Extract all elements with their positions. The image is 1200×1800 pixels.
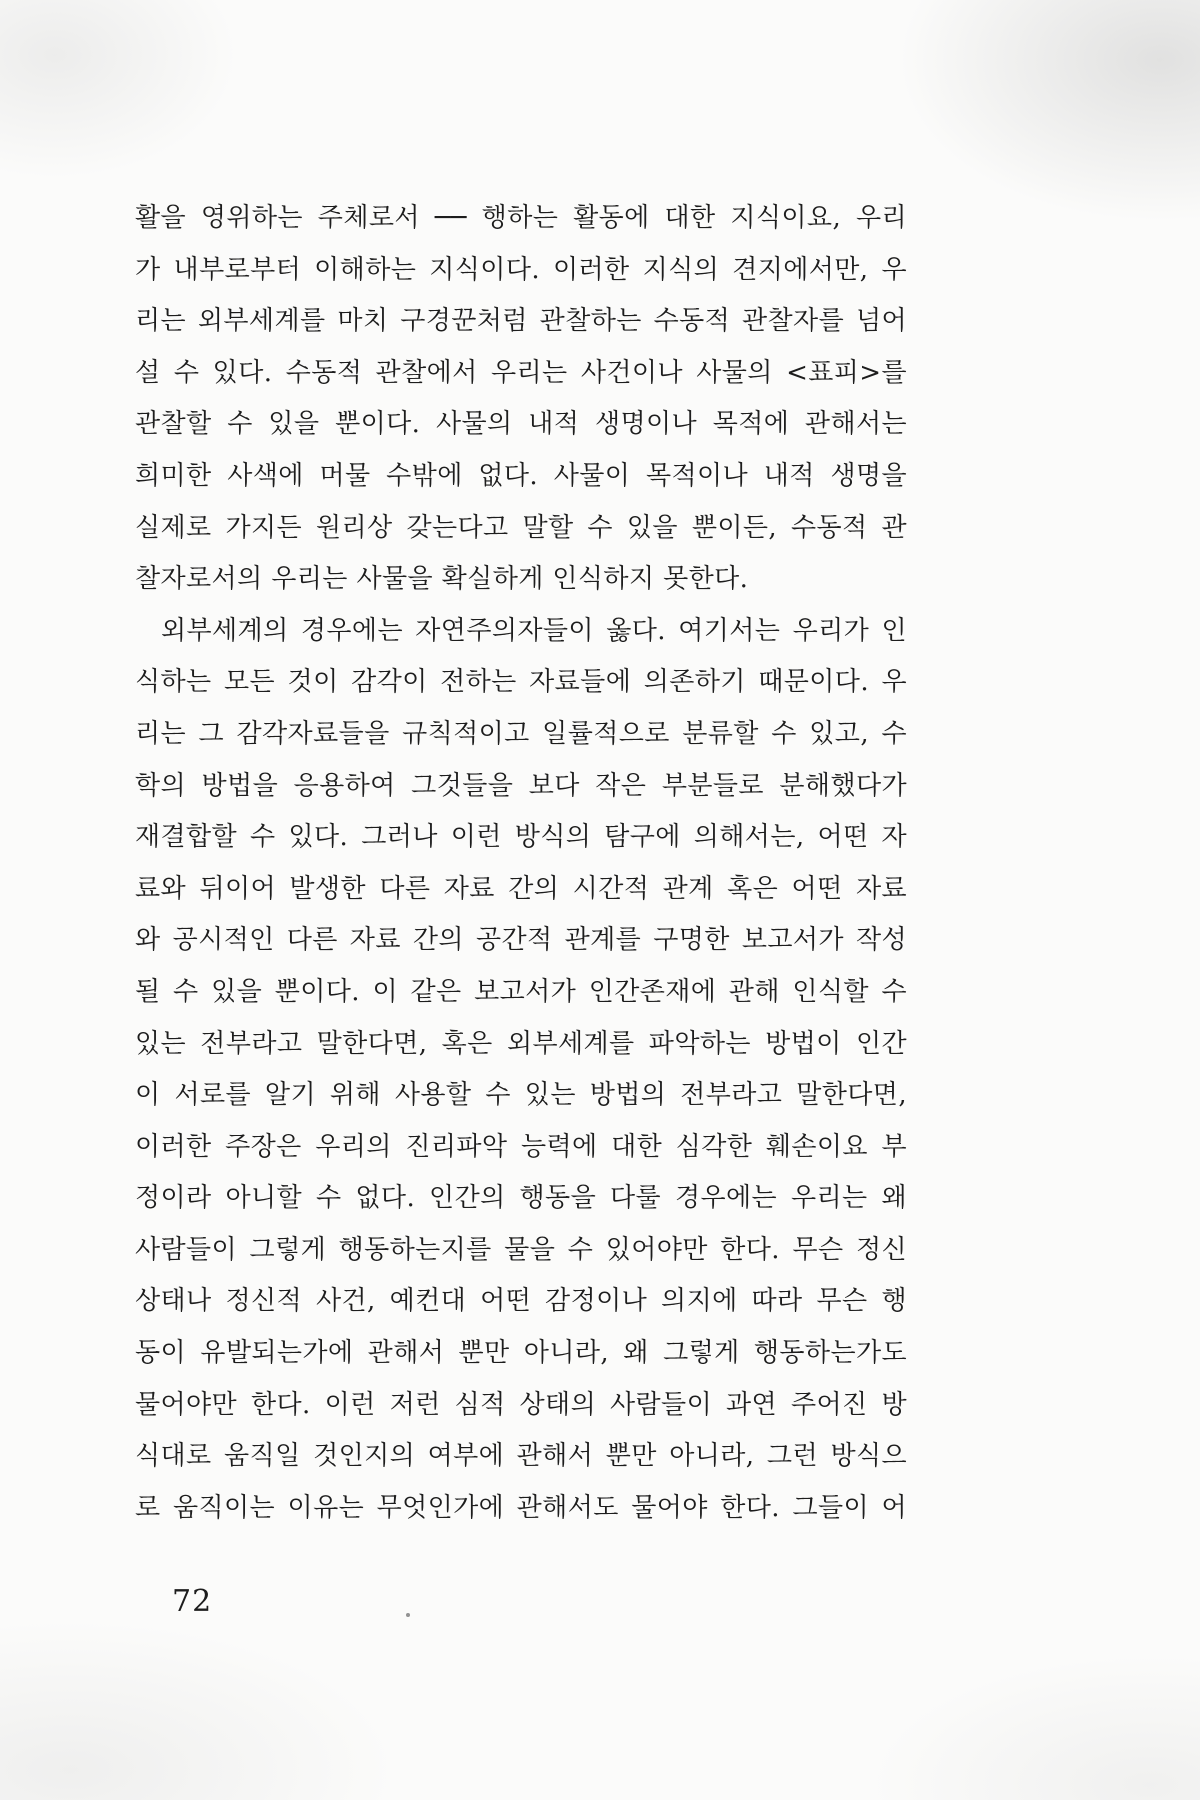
text-line: 외부세계의 경우에는 자연주의자들이 옳다. 여기서는 우리가 인: [161, 615, 907, 646]
text-line: 찰자로서의 우리는 사물을 확실하게 인식하지 못한다.: [135, 564, 749, 595]
text-line: 료와 뒤이어 발생한 다른 자료 간의 시간적 관계 혹은 어떤 자료: [135, 873, 907, 904]
text-line: 리는 외부세계를 마치 구경꾼처럼 관찰하는 수동적 관찰자를 넘어: [135, 306, 907, 337]
text-line: 실제로 가지든 원리상 갖는다고 말할 수 있을 뿐이든, 수동적 관: [135, 512, 907, 543]
page-number: 72: [172, 1584, 213, 1619]
text-line: 설 수 있다. 수동적 관찰에서 우리는 사건이나 사물의 <표피>를: [135, 357, 907, 388]
text-line: 희미한 사색에 머물 수밖에 없다. 사물이 목적이나 내적 생명을: [135, 460, 907, 491]
scan-speck: [406, 1613, 410, 1617]
text-line: 사람들이 그렇게 행동하는지를 물을 수 있어야만 한다. 무슨 정신: [135, 1234, 907, 1265]
text-line: 관찰할 수 있을 뿐이다. 사물의 내적 생명이나 목적에 관해서는: [135, 409, 907, 440]
text-line: 있는 전부라고 말한다면, 혹은 외부세계를 파악하는 방법이 인간: [135, 1028, 907, 1059]
text-line: 와 공시적인 다른 자료 간의 공간적 관계를 구명한 보고서가 작성: [135, 925, 907, 956]
text-line: 이러한 주장은 우리의 진리파악 능력에 대한 심각한 훼손이요 부: [135, 1131, 907, 1162]
text-line: 이 서로를 알기 위해 사용할 수 있는 방법의 전부라고 말한다면,: [135, 1080, 907, 1111]
text-line: 정이라 아니할 수 없다. 인간의 행동을 다룰 경우에는 우리는 왜: [135, 1183, 907, 1214]
text-line: 동이 유발되는가에 관해서 뿐만 아니라, 왜 그렇게 행동하는가도: [135, 1338, 907, 1369]
text-line: 활을 영위하는 주체로서 ── 행하는 활동에 대한 지식이요, 우리: [135, 203, 907, 233]
text-line: 로 움직이는 이유는 무엇인가에 관해서도 물어야 한다. 그들이 어: [135, 1492, 907, 1523]
text-line: 리는 그 감각자료들을 규칙적이고 일률적으로 분류할 수 있고, 수: [135, 718, 907, 749]
text-line: 가 내부로부터 이해하는 지식이다. 이러한 지식의 견지에서만, 우: [135, 254, 907, 285]
text-line: 재결합할 수 있다. 그러나 이런 방식의 탐구에 의해서는, 어떤 자: [135, 822, 907, 853]
paragraph: [135, 193, 907, 606]
paragraph: [135, 606, 907, 1535]
text-line: 식하는 모든 것이 감각이 전하는 자료들에 의존하기 때문이다. 우: [135, 667, 907, 698]
text-line: 학의 방법을 응용하여 그것들을 보다 작은 부분들로 분해했다가: [135, 770, 907, 801]
text-line: 상태나 정신적 사건, 예컨대 어떤 감정이나 의지에 따라 무슨 행: [135, 1286, 907, 1317]
text-line: 될 수 있을 뿐이다. 이 같은 보고서가 인간존재에 관해 인식할 수: [135, 976, 907, 1007]
text-line: 물어야만 한다. 이런 저런 심적 상태의 사람들이 과연 주어진 방: [135, 1389, 907, 1420]
text-line: 식대로 움직일 것인지의 여부에 관해서 뿐만 아니라, 그런 방식으: [135, 1441, 907, 1472]
body-text: [135, 193, 907, 1534]
